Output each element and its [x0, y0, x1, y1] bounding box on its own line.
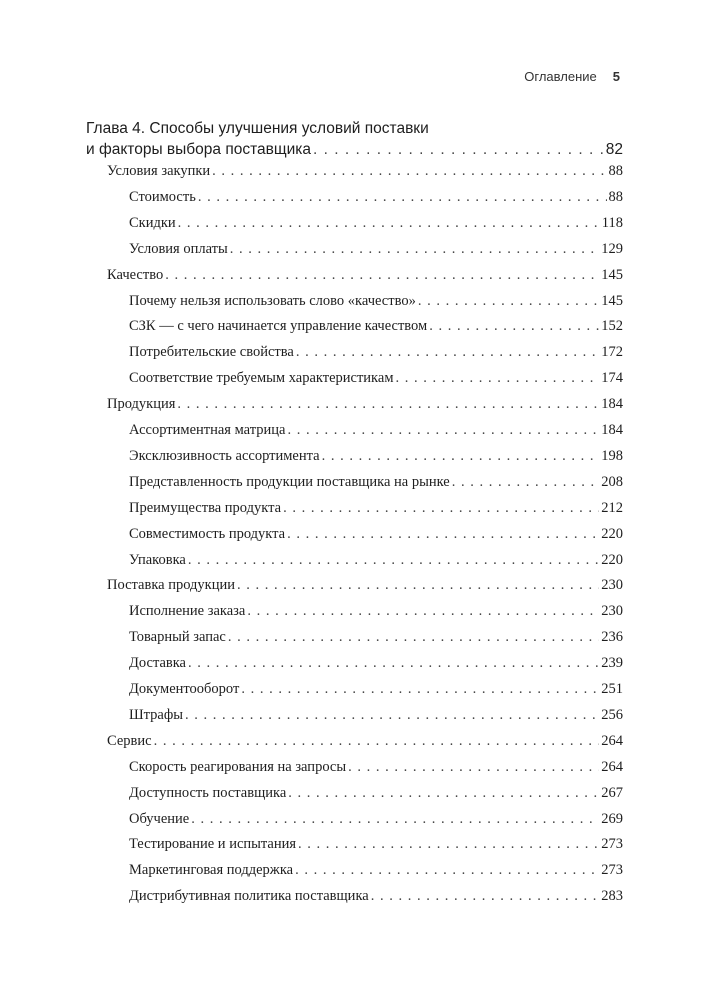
dot-leader: [178, 213, 600, 233]
toc-subsection[interactable]: [129, 550, 623, 570]
toc-subsection[interactable]: [129, 601, 623, 621]
toc-subsection[interactable]: [129, 679, 623, 699]
toc-entry-title: Документооборот: [129, 681, 240, 697]
toc-entry-page: 264: [601, 758, 623, 775]
toc-subsection[interactable]: [129, 809, 623, 829]
dot-leader: [228, 627, 599, 647]
toc-entry-title: Стоимость: [129, 188, 196, 205]
toc-subsection[interactable]: [129, 886, 623, 906]
dot-leader: [348, 757, 599, 777]
toc-subsection[interactable]: [129, 316, 623, 336]
toc-subsection[interactable]: [129, 446, 623, 466]
toc-entry-title: Дистрибутивная политика поставщика: [129, 888, 369, 905]
running-header-title: Оглавление: [524, 69, 597, 84]
toc-entry-title: Тестирование и испытания: [129, 836, 297, 853]
dot-leader: [296, 342, 599, 362]
chapter-title-line-1: Глава 4. Способы улучшения условий поставки: [86, 120, 429, 137]
running-header: [524, 69, 620, 84]
toc-entry-title: Штрафы: [129, 706, 183, 723]
toc-entry-title: Условия закупки: [107, 163, 211, 179]
toc-section[interactable]: [107, 265, 623, 285]
toc-subsection[interactable]: [129, 420, 623, 440]
toc-entry-page: 236: [601, 629, 623, 646]
toc-entry-page: 273: [601, 862, 623, 879]
toc-subsection[interactable]: [129, 342, 623, 362]
toc-entry-title: Эксклюзивность ассортимента: [129, 447, 320, 464]
toc-entry-page: 118: [601, 214, 623, 231]
dot-leader: [241, 679, 599, 699]
toc-entry-title: Соответствие требуемым характеристикам: [129, 370, 394, 387]
toc-entry-title: Ассортиментная матрица: [129, 422, 286, 438]
dot-leader: [283, 498, 599, 518]
chapter-heading[interactable]: [86, 118, 623, 160]
dot-leader: [198, 187, 607, 207]
toc-entry-page: 220: [601, 551, 623, 568]
dot-leader: [212, 161, 606, 181]
toc-entry-page: 198: [601, 447, 623, 464]
toc-subsection[interactable]: [129, 757, 623, 777]
toc-entry-title: Потребительские свойства: [129, 344, 294, 361]
toc-entry-title: Исполнение заказа: [129, 603, 246, 620]
chapter-title-line-2: [86, 139, 623, 160]
toc-entry-title: Скидки: [129, 214, 176, 231]
toc-section[interactable]: [107, 161, 623, 181]
dot-leader: [247, 601, 599, 621]
dot-leader: [418, 291, 599, 311]
toc-subsection[interactable]: [129, 524, 623, 544]
toc-subsection[interactable]: [129, 705, 623, 725]
dot-leader: [287, 420, 599, 440]
toc-entry-page: 184: [601, 396, 623, 413]
toc-entry-page: 264: [601, 732, 623, 749]
toc-entry-page: 172: [601, 344, 623, 361]
toc-entry-page: 152: [601, 318, 623, 335]
dot-leader: [188, 653, 599, 673]
toc-entry-title: Скорость реагирования на запросы: [129, 758, 347, 775]
toc-section[interactable]: [107, 731, 623, 751]
toc-subsection[interactable]: [129, 239, 623, 259]
toc-entry-page: 239: [601, 655, 623, 672]
dot-leader: [298, 834, 599, 854]
toc-entry-page: 251: [601, 681, 623, 697]
toc-entry-title: Доступность поставщика: [129, 784, 287, 801]
toc-entry-title: Качество: [107, 266, 164, 283]
toc-entry-title: Сервис: [107, 732, 152, 749]
toc-entry-title: Преимущества продукта: [129, 499, 282, 516]
dot-leader: [177, 394, 599, 414]
dot-leader: [287, 524, 599, 544]
toc-entry-page: 208: [601, 473, 623, 490]
toc-subsection[interactable]: [129, 498, 623, 518]
toc-entry-page: 129: [601, 240, 623, 257]
toc-entry-title: Упаковка: [129, 551, 186, 568]
dot-leader: [429, 316, 599, 336]
toc-entry-title: Маркетинговая поддержка: [129, 862, 294, 879]
toc-entry-title: Товарный запас: [129, 629, 226, 646]
toc-entry-title: Продукция: [107, 396, 176, 413]
toc-entry-title: Доставка: [129, 655, 186, 672]
dot-leader: [191, 809, 599, 829]
toc-entry-page: 273: [601, 836, 623, 853]
toc-entry-title: Представленность продукции поставщика на рынке: [129, 473, 450, 490]
dot-leader: [452, 472, 600, 492]
toc-entry-page: 88: [608, 163, 623, 179]
toc-subsection[interactable]: [129, 368, 623, 388]
dot-leader: [185, 705, 599, 725]
dot-leader: [288, 783, 599, 803]
toc-subsection[interactable]: [129, 291, 623, 311]
toc-entry-page: 230: [601, 603, 623, 620]
toc-entry-page: 145: [601, 292, 623, 309]
toc-entry-page: 267: [601, 784, 623, 801]
toc-entry-page: 220: [601, 525, 623, 542]
dot-leader: [396, 368, 600, 388]
toc-entry-page: 256: [601, 706, 623, 723]
toc-subsection[interactable]: [129, 834, 623, 854]
toc-entry-title: СЗК — с чего начинается управление качеством: [129, 318, 428, 335]
toc-subsection[interactable]: [129, 860, 623, 880]
dot-leader: [165, 265, 599, 285]
toc-entry-title: Условия оплаты: [129, 240, 228, 257]
toc-entry-page: 230: [601, 577, 623, 594]
toc-subsection[interactable]: [129, 783, 623, 803]
toc-entry-page: 283: [601, 888, 623, 905]
toc-entry-page: 145: [601, 266, 623, 283]
toc-subsection[interactable]: [129, 213, 623, 233]
toc-entry-page: 212: [601, 499, 623, 516]
toc-section[interactable]: [107, 575, 623, 595]
toc-subsection[interactable]: [129, 627, 623, 647]
toc-entry-page: 184: [601, 422, 623, 438]
toc-subsection[interactable]: [129, 472, 623, 492]
chapter-page: 82: [605, 141, 623, 158]
dot-leader: [371, 886, 600, 906]
chapter-title-continued: и факторы выбора поставщика: [86, 141, 312, 158]
dot-leader: [188, 550, 599, 570]
dot-leader: [237, 575, 599, 595]
page-number: 5: [612, 69, 620, 84]
dot-leader: [313, 139, 604, 160]
dot-leader: [295, 860, 599, 880]
toc-entry-page: 269: [601, 810, 623, 827]
toc-entry-page: 174: [601, 370, 623, 387]
toc-entry-title: Обучение: [129, 810, 190, 827]
toc-subsection[interactable]: [129, 187, 623, 207]
dot-leader: [230, 239, 600, 259]
toc-entry-page: 88: [608, 188, 623, 205]
dot-leader: [154, 731, 600, 751]
toc-entry-title: Поставка продукции: [107, 577, 235, 594]
toc-entry-title: Почему нельзя использовать слово «качество»: [129, 292, 416, 309]
toc-entry-title: Совместимость продукта: [129, 525, 286, 542]
toc-subsection[interactable]: [129, 653, 623, 673]
dot-leader: [322, 446, 600, 466]
toc-section[interactable]: [107, 394, 623, 414]
